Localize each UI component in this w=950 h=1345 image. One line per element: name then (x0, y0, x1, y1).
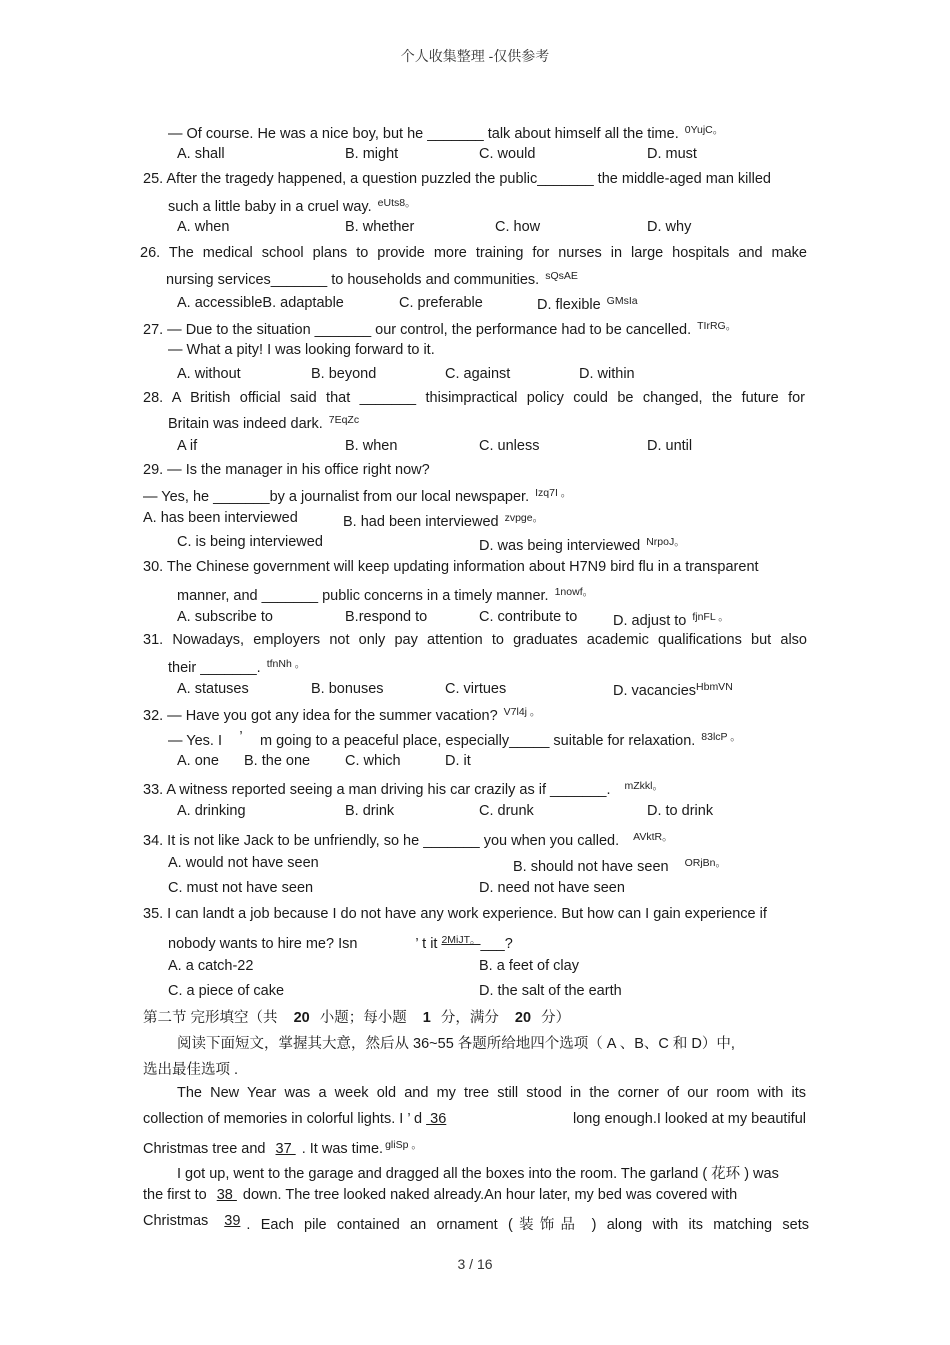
q31-option-b: B. bonuses (311, 681, 384, 697)
section2-title: 第二节 完形填空（共 20 小题；每小题 1 分，满分 20 分） (143, 1010, 571, 1026)
q25-code: eUts8。 (377, 197, 416, 209)
q31-code-d: HbmVN (696, 681, 733, 693)
passage-p2-line2: the first to 38 down. The tree looked naked already.An hour later, my bed was covered with (143, 1187, 738, 1203)
passage-p2-line1: I got up, went to the garage and dragged all the boxes into the room. The garland ( 花环 ) was (177, 1166, 779, 1182)
q34-option-a: A. would not have seen (168, 855, 319, 871)
q33-option-c: C. drunk (479, 803, 534, 819)
q32-option-b: B. the one (244, 753, 311, 769)
q32-line2 (168, 729, 741, 749)
q34-text: 34. It is not like Jack to be unfriendly, so he _______ you when you called. (143, 833, 620, 849)
q34-option-b: B. should not have seen $^{ORjBn。}$ (513, 857, 727, 875)
q30-option-c: C. contribute to (479, 609, 578, 625)
q35-option-c: C. a piece of cake (168, 983, 285, 999)
q29-line1: 29. — Is the manager in his office right now? (143, 462, 430, 478)
q28-option-a: A if (177, 438, 198, 454)
passage-p1-line2: collection of memories in colorful lights. I ’ d 36 long enough.I looked at my beautiful (143, 1111, 806, 1127)
q35-code: 2MiJT。 (441, 934, 481, 946)
q28-line2 (168, 414, 359, 432)
q26-option-d: D. flexible $^{GMsIa}$ (537, 295, 638, 313)
q32-text: 32. — Have you got any idea for the summer vacation? (143, 708, 498, 724)
passage-code: gliSp 。 (385, 1139, 422, 1151)
q24-code: 0YujC。 (684, 124, 724, 136)
section2-instructions-line2: 选出最佳选项 . (143, 1062, 239, 1078)
q29-option-d: D. was being interviewed $^{NrpoJ。}$ (479, 536, 685, 554)
q30-line2 (177, 584, 593, 604)
q27-line1 (143, 318, 736, 338)
q31-code: tfnNh 。 (266, 658, 306, 670)
page-footer: 3 / 16 (457, 1256, 493, 1272)
q35-line2 (168, 932, 513, 952)
q30-code: 1nowf。 (554, 586, 594, 598)
q32-line1 (143, 704, 540, 724)
q33-option-b: B. drink (345, 803, 395, 819)
section2-instructions-line1: 阅读下面短文，掌握其大意，然后从 36~55 各题所给地四个选项（ A 、B、C 和 D）中, (177, 1036, 735, 1052)
q29-option-c: C. is being interviewed (177, 534, 323, 550)
q34-option-d: D. need not have seen (479, 880, 625, 896)
q29-code: Izq7I 。 (535, 487, 572, 499)
q25-option-b: B. whether (345, 219, 415, 235)
q25-text: such a little baby in a cruel way. (168, 199, 372, 215)
q29-option-a: A. has been interviewed (143, 510, 298, 526)
q35-text2b: ’ t it (415, 936, 438, 952)
q35-option-a: A. a catch-22 (168, 958, 254, 974)
q29-code-b: zvpge。 (504, 512, 544, 524)
q26-line1: 26. The medical school plans to provide more training for nurses in large hospitals and make (140, 245, 807, 261)
q24-option-a: A. shall (177, 146, 225, 162)
q26-option-c: C. preferable (399, 295, 483, 311)
q29-line2 (143, 485, 571, 505)
passage-p1-line1: The New Year was a week old and my tree still stood in the corner of our room with its (177, 1085, 806, 1101)
q28-text: Britain was indeed dark. (168, 416, 323, 432)
q35-option-b: B. a feet of clay (479, 958, 579, 974)
q24-option-c: C. would (479, 146, 536, 162)
q30-line1: 30. The Chinese government will keep updating information about H7N9 bird flu in a transparent (143, 559, 759, 575)
q27-text: 27. — Due to the situation _______ our control, the performance had to be cancelled. (143, 322, 692, 338)
q25-option-d: D. why (647, 219, 692, 235)
q33-code: mZkkl。 (624, 780, 663, 792)
page-header: 个人收集整理 -仅供参考 (400, 48, 550, 64)
q32-option-d: D. it (445, 753, 471, 769)
q29-text: — Yes, he _______by a journalist from our local newspaper. (143, 489, 530, 505)
q32-apostrophe: ’ (239, 729, 243, 745)
q24-line (168, 122, 723, 142)
q27-option-d: D. within (579, 366, 635, 382)
q24-option-d: D. must (647, 146, 697, 162)
q30-option-d: D. adjust to $^{fjnFL 。}$ (613, 611, 729, 629)
q27-option-b: B. beyond (311, 366, 377, 382)
q29-option-b: B. had been interviewed $^{zvpge。}$ (343, 512, 544, 530)
q30-code-d: fjnFL 。 (692, 611, 729, 623)
q26-option-ab: A. accessibleB. adaptable (177, 295, 344, 311)
q34-code-b: ORjBn。 (684, 857, 727, 869)
q33-line1 (143, 778, 663, 798)
q30-option-a: A. subscribe to (177, 609, 273, 625)
q32-option-a: A. one (177, 753, 219, 769)
q33-option-a: A. drinking (177, 803, 246, 819)
q31-line2 (168, 656, 305, 676)
q25-option-a: A. when (177, 219, 230, 235)
q29-code-d: NrpoJ。 (646, 536, 685, 548)
q26-code: sQsAE (545, 270, 578, 282)
q26-code2: GMsIa (606, 295, 638, 307)
q33-option-d: D. to drink (647, 803, 714, 819)
passage-p1-line3: Christmas tree and 37 . It was time. $^{gliSp 。}$ (143, 1139, 422, 1157)
q35-option-d: D. the salt of the earth (479, 983, 622, 999)
q27-code: TIrRG。 (697, 320, 737, 332)
q27-option-a: A. without (177, 366, 241, 382)
q25-line2 (168, 195, 416, 215)
q31-option-d: D. vacancies$^{HbmVN}$ (613, 681, 733, 699)
q34-option-c: C. must not have seen (168, 880, 314, 896)
q35-text2c: ___? (480, 936, 513, 952)
q35-line1: 35. I can landt a job because I do not have any work experience. But how can I gain experience if (143, 906, 767, 922)
q30-text: manner, and _______ public concerns in a timely manner. (177, 588, 549, 604)
blank-39: 39 (224, 1213, 241, 1229)
q27-line2: — What a pity! I was looking forward to it. (168, 342, 435, 358)
q32-text2a: — Yes. I (168, 733, 223, 749)
q34-line1 (143, 829, 673, 849)
q25-option-c: C. how (495, 219, 541, 235)
q27-option-c: C. against (445, 366, 511, 382)
q26-text: nursing services_______ to households and communities. (166, 272, 540, 288)
q28-option-c: C. unless (479, 438, 540, 454)
q24-option-b: B. might (345, 146, 399, 162)
blank-36: 36 (426, 1111, 447, 1127)
q32-option-c: C. which (345, 753, 401, 769)
q26-line2 (166, 270, 578, 288)
q31-text: their _______. (168, 660, 261, 676)
q35-text2a: nobody wants to hire me? Isn (168, 936, 358, 952)
blank-38: 38 (216, 1187, 237, 1203)
q32-code1: V7l4j 。 (503, 706, 541, 718)
q33-text: 33. A witness reported seeing a man driving his car crazily as if _______. (143, 782, 611, 798)
blank-37: 37 (275, 1141, 296, 1157)
q28-code: 7EqZc (328, 414, 360, 426)
q28-option-b: B. when (345, 438, 398, 454)
passage-p2-line3: Christmas 39 . Each pile contained an ornament (装饰品 ) along with its matching sets (143, 1213, 809, 1233)
q31-option-c: C. virtues (445, 681, 507, 697)
q28-line1: 28. A British official said that _______ thisimpractical policy could be changed, the future for (143, 390, 805, 406)
q24-text: — Of course. He was a nice boy, but he _______ talk about himself all the time. (168, 126, 679, 142)
q28-option-d: D. until (647, 438, 693, 454)
q32-text2b: m going to a peaceful place, especially_____ suitable for relaxation. (260, 733, 696, 749)
q31-line1: 31. Nowadays, employers not only pay attention to graduates academic qualifications but also (143, 632, 807, 648)
q31-option-a: A. statuses (177, 681, 249, 697)
q25-line1: 25. After the tragedy happened, a question puzzled the public_______ the middle-aged man killed (143, 171, 771, 187)
q30-option-b: B.respond to (345, 609, 428, 625)
q34-code: AVktR。 (633, 831, 673, 843)
q32-code2: 83lcP 。 (701, 731, 741, 743)
